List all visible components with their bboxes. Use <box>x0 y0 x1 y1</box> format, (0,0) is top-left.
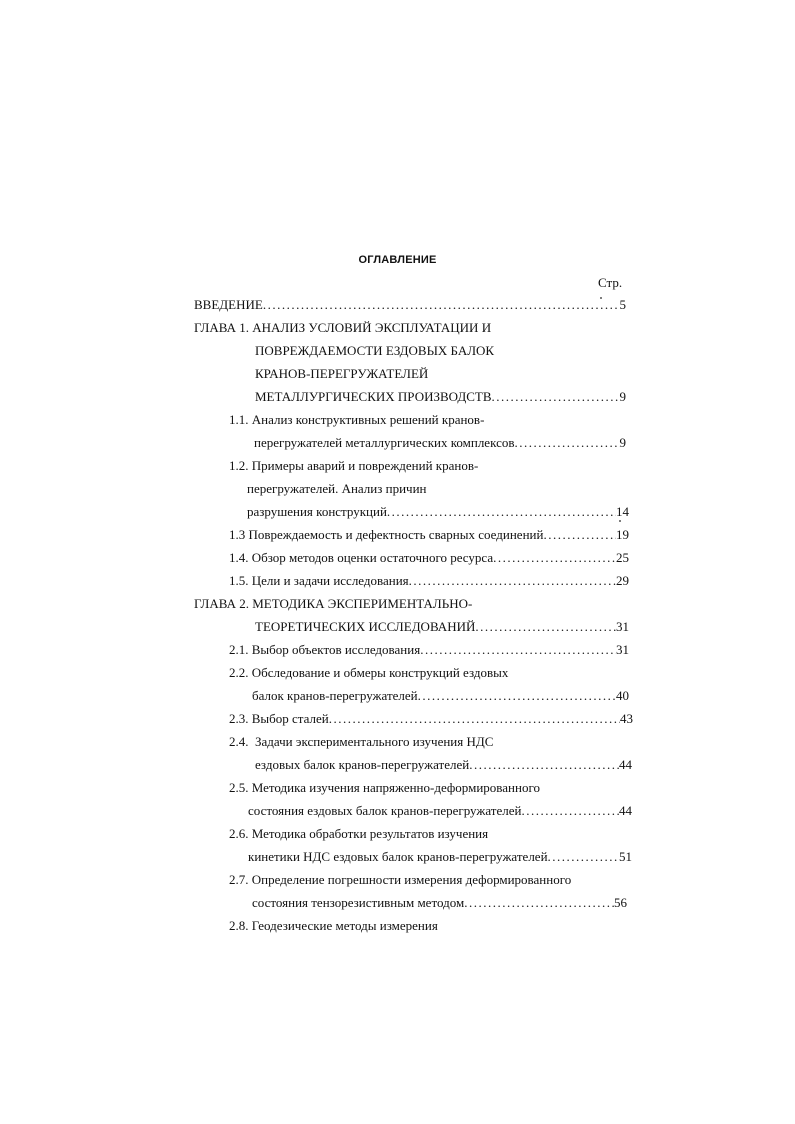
toc-entry-section-1-5 <box>229 573 629 589</box>
dot-leader <box>521 803 619 819</box>
dot-leader <box>469 757 619 773</box>
toc-chapter-1-line-1: ГЛАВА 1. АНАЛИЗ УСЛОВИЙ ЭКСПЛУАТАЦИИ И <box>194 320 492 335</box>
page-title: ОГЛАВЛЕНИЕ <box>358 254 437 266</box>
toc-entry-title: разрушения конструкций <box>247 504 387 519</box>
toc-entry-title: 2.1. Выбор объектов исследования <box>229 642 421 657</box>
toc-entry-title: 1.4. Обзор методов оценки остаточного ресурса <box>229 550 494 565</box>
dot-leader <box>418 688 616 704</box>
toc-entry-section-1-1 <box>254 435 626 451</box>
toc-page-number: 9 <box>619 389 626 404</box>
dot-leader <box>409 573 616 589</box>
dot-leader <box>420 642 616 658</box>
dot-leader <box>492 389 620 405</box>
toc-page-number: 31 <box>616 642 629 657</box>
toc-page-number: 44 <box>619 803 632 818</box>
toc-section-1-1-line-1: 1.1. Анализ конструктивных решений кранов- <box>229 412 485 427</box>
dot-leader <box>464 895 614 911</box>
toc-page-number: 56 <box>614 895 627 910</box>
toc-chapter-2-line-1: ГЛАВА 2. МЕТОДИКА ЭКСПЕРИМЕНТАЛЬНО- <box>194 596 473 611</box>
dot-leader <box>329 711 620 727</box>
toc-entry-chapter-1 <box>255 389 626 405</box>
toc-entry-section-2-6 <box>248 849 632 865</box>
toc-page-number: 29 <box>616 573 629 588</box>
toc-entry-section-1-2 <box>247 504 629 520</box>
toc-page-number: 43 <box>620 711 633 726</box>
page-column-label: Стр. <box>598 275 623 290</box>
toc-entry-title: ВВЕДЕНИЕ <box>194 297 263 312</box>
scan-speck <box>600 297 602 299</box>
toc-entry-title: 1.3 Повреждаемость и дефектность сварных соединений <box>229 527 544 542</box>
dot-leader <box>543 527 616 543</box>
toc-entry-title: состояния ездовых балок кранов-перегружателей <box>248 803 522 818</box>
toc-entry-title: МЕТАЛЛУРГИЧЕСКИХ ПРОИЗВОДСТВ <box>255 389 492 404</box>
toc-page-number: 31 <box>616 619 629 634</box>
toc-entry-section-2-1 <box>229 642 629 658</box>
toc-section-2-2-line-1: 2.2. Обследование и обмеры конструкций ездовых <box>229 665 509 680</box>
toc-entry-section-2-7 <box>252 895 627 911</box>
toc-page-number: 25 <box>616 550 629 565</box>
dot-leader <box>263 297 620 313</box>
dot-leader <box>493 550 616 566</box>
dot-leader <box>475 619 616 635</box>
toc-entry-section-2-2 <box>252 688 629 704</box>
toc-section-2-8-line-1: 2.8. Геодезические методы измерения <box>229 918 438 933</box>
toc-entry-title: кинетики НДС ездовых балок кранов-перегружателей <box>248 849 548 864</box>
toc-page-number: 40 <box>616 688 629 703</box>
toc-entry-title: 1.5. Цели и задачи исследования <box>229 573 409 588</box>
toc-entry-title: состояния тензорезистивным методом <box>252 895 465 910</box>
toc-page-number: 5 <box>619 297 626 312</box>
toc-section-2-5-line-1: 2.5. Методика изучения напряженно-деформированного <box>229 780 540 795</box>
toc-section-2-7-line-1: 2.7. Определение погрешности измерения деформированного <box>229 872 572 887</box>
toc-entry-chapter-2 <box>255 619 629 635</box>
toc-chapter-1-line-3: КРАНОВ-ПЕРЕГРУЖАТЕЛЕЙ <box>255 366 429 381</box>
toc-section-1-2-line-1: 1.2. Примеры аварий и повреждений кранов- <box>229 458 479 473</box>
toc-entry-section-1-3 <box>229 527 629 543</box>
toc-page-number: 9 <box>619 435 626 450</box>
toc-page-number: 51 <box>619 849 632 864</box>
toc-entry-section-2-4 <box>255 757 632 773</box>
dot-leader <box>548 849 619 865</box>
toc-page-number: 44 <box>619 757 632 772</box>
toc-entry-title: 2.3. Выбор сталей <box>229 711 329 726</box>
toc-entry-section-2-3 <box>229 711 633 727</box>
toc-entry-title: ездовых балок кранов-перегружателей <box>255 757 470 772</box>
toc-entry-title: балок кранов-перегружателей <box>252 688 418 703</box>
dot-leader <box>387 504 616 520</box>
toc-page-number: 19 <box>616 527 629 542</box>
toc-entry-title: ТЕОРЕТИЧЕСКИХ ИССЛЕДОВАНИЙ <box>255 619 476 634</box>
toc-entry-introduction <box>194 297 626 313</box>
toc-chapter-1-line-2: ПОВРЕЖДАЕМОСТИ ЕЗДОВЫХ БАЛОК <box>255 343 495 358</box>
toc-section-2-4-line-1: 2.4. Задачи экспериментального изучения НДС <box>229 734 494 749</box>
toc-entry-section-1-4 <box>229 550 629 566</box>
toc-section-2-6-line-1: 2.6. Методика обработки результатов изучения <box>229 826 489 841</box>
dot-leader <box>514 435 619 451</box>
toc-section-1-2-line-2: перегружателей. Анализ причин <box>247 481 427 496</box>
toc-entry-section-2-5 <box>248 803 632 819</box>
toc-page-number: 14 <box>616 504 629 519</box>
scan-speck <box>619 520 621 522</box>
toc-entry-title: перегружателей металлургических комплексов <box>254 435 515 450</box>
